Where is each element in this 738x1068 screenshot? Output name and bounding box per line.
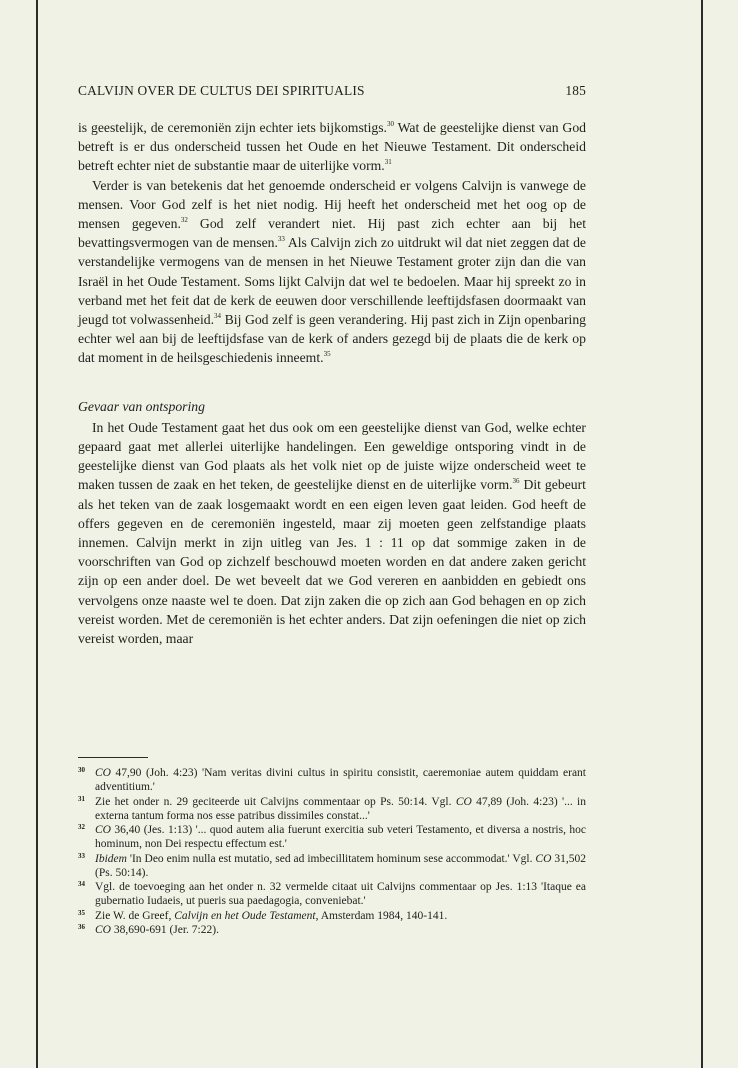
footnote-number: 33 bbox=[78, 851, 85, 860]
text-run: God zelf verandert niet. Hij past zich echter aan bij het bevattingsvermogen van de mensen. bbox=[78, 216, 586, 251]
footnote-italic: CO bbox=[95, 824, 111, 836]
footnote-35 bbox=[78, 909, 586, 923]
page-edge-left bbox=[36, 0, 38, 1068]
footnote-italic: CO bbox=[95, 924, 111, 936]
footnote-text: 31,502 (Ps. 50:14). bbox=[95, 852, 586, 879]
running-head bbox=[78, 83, 586, 99]
footnote-34 bbox=[78, 880, 586, 908]
footnote-italic: Calvijn en het Oude Testament bbox=[174, 909, 316, 922]
footnote-italic: CO bbox=[95, 767, 111, 779]
footnote-text: Zie W. de Greef, bbox=[95, 909, 175, 922]
footnote-33 bbox=[78, 852, 586, 880]
footnote-text: 47,89 (Joh. 4:23) '... in externa tantum forma nos esse patribus dissimiles constat...' bbox=[95, 795, 586, 822]
footnote-number: 31 bbox=[78, 794, 85, 803]
footnote-number: 32 bbox=[78, 823, 85, 831]
footnote-ref-32[interactable]: 32 bbox=[180, 216, 188, 225]
footnote-30 bbox=[78, 766, 586, 794]
footnote-number: 35 bbox=[78, 908, 85, 917]
footnote-36 bbox=[78, 923, 586, 937]
footnotes bbox=[78, 766, 586, 938]
text-run: Dit gebeurt als het teken van de zaak losgemaakt wordt en een eigen leven gaat leiden. God heeft de offers gegeven en de ceremoniën ingesteld, maar zij moeten geen zelfstandige plaats innemen. Calvijn merkt in zijn uitleg van Jes. 1 : 11 op dat sommige zaken in de voorschriften van God op zichzelf beschouwd moeten worden en dat andere zaken gericht zijn op een ander doel. De wet beveelt dat we God vereren en aanbidden en gebiedt ons vervolgens onze naaste wel te doen. Dat zijn zaken die op zich aan God behagen en op zich vereist worden. Met de ceremoniën is het echter anders. Dat zijn oefeningen die niet op zich vereist worden, maar bbox=[78, 477, 586, 647]
text-run: is geestelijk, de ceremoniën zijn echter iets bijkomstigs. bbox=[78, 120, 387, 135]
footnote-number: 30 bbox=[78, 766, 85, 774]
footnote-ref-34[interactable]: 34 bbox=[214, 312, 222, 321]
footnote-ref-31[interactable]: 31 bbox=[384, 158, 392, 167]
footnote-text: , Amsterdam 1984, 140-141. bbox=[315, 909, 448, 922]
page-number: 185 bbox=[565, 83, 586, 98]
footnote-italic: Ibidem bbox=[95, 852, 127, 865]
main-text bbox=[78, 118, 586, 648]
footnote-text: 47,90 (Joh. 4:23) 'Nam veritas divini cultus in spiritu consistit, caeremoniae autem quiddam erant adventitium.' bbox=[95, 767, 586, 793]
text-run: Verder is van betekenis dat het genoemde onderscheid er volgens Calvijn is vanwege de mensen. Voor God zelf is het niet nodig. Hij heeft het onderscheid met het oog op de mensen gegeven. bbox=[78, 177, 586, 232]
page-edge-right bbox=[701, 0, 703, 1068]
text-run: Als Calvijn zich zo uitdrukt wil dat niet zeggen dat de verstandelijke vermogens van de mensen in het Nieuwe Testament groter zijn dan die van Israël in het Oude Testament. Soms lijkt Calvijn dat wel te bedoelen. Maar hij spreekt zo in verband met het feit dat de kerk de eeuwen door verschillende leeftijdsfasen doormaakt van jeugd tot volwassenheid. bbox=[78, 235, 586, 328]
footnote-ref-35[interactable]: 35 bbox=[323, 350, 331, 359]
footnote-italic: CO bbox=[535, 852, 552, 865]
footnote-text: 38,690-691 (Jer. 7:22). bbox=[110, 924, 219, 936]
text-run: Wat de geestelijke dienst van God betreft is er dus onderscheid tussen het Oude en het Nieuwe Testament. Dit onderscheid betreft echter niet de substantie maar de uiterlijke vorm. bbox=[78, 120, 587, 174]
footnote-rule bbox=[78, 757, 148, 758]
footnote-ref-30[interactable]: 30 bbox=[386, 120, 394, 128]
footnote-text: 36,40 (Jes. 1:13) '... quod autem alia fuerunt exercitia sub veteri Testamento, et diversa a nostris, hoc hominum, non Dei respectu effectum est.' bbox=[95, 824, 586, 850]
text-run: Bij God zelf is geen verandering. Hij past zich in Zijn openbaring echter wel aan bij de leeftijdsfase van de kerk of anders gezegd bij de plaats die de kerk op dat moment in de heilsgeschiedenis inneemt. bbox=[78, 312, 587, 366]
footnote-text: Zie het onder n. 29 geciteerde uit Calvijns commentaar op Ps. 50:14. Vgl. bbox=[95, 795, 456, 808]
footnote-ref-33[interactable]: 33 bbox=[277, 235, 285, 244]
text-run: In het Oude Testament gaat het dus ook om een geestelijke dienst van God, welke echter gepaard gaat met allerlei uiterlijke handelingen. Een geweldige ontsporing vindt in de geestelijke dienst van God plaats als het volk niet op de juiste wijze onderscheid weet te maken tussen de zaak en het teken, de geestelijke dienst en de uiterlijke vorm. bbox=[78, 419, 586, 493]
footnote-italic: CO bbox=[455, 795, 472, 808]
paragraph-1 bbox=[78, 118, 586, 176]
footnote-text: 'In Deo enim nulla est mutatio, sed ad imbecillitatem hominum sese accommodat.' Vgl. bbox=[126, 852, 536, 865]
running-title: CALVIJN OVER DE CULTUS DEI SPIRITUALIS bbox=[78, 83, 365, 98]
section-heading: Gevaar van ontsporing bbox=[78, 398, 205, 414]
paragraph-2 bbox=[78, 176, 586, 368]
footnote-number: 36 bbox=[78, 923, 85, 931]
paragraph-3 bbox=[78, 418, 586, 648]
footnote-32 bbox=[78, 823, 586, 851]
footnote-text: Vgl. de toevoeging aan het onder n. 32 vermelde citaat uit Calvijns commentaar op Jes. 1:13 'Itaque ea gubernatio Iudaeis, ut pueris sua paedagogia, conveniebat.' bbox=[95, 881, 586, 907]
footnote-number: 34 bbox=[78, 880, 85, 888]
footnote-31 bbox=[78, 795, 586, 823]
footnote-ref-36[interactable]: 36 bbox=[512, 477, 520, 486]
